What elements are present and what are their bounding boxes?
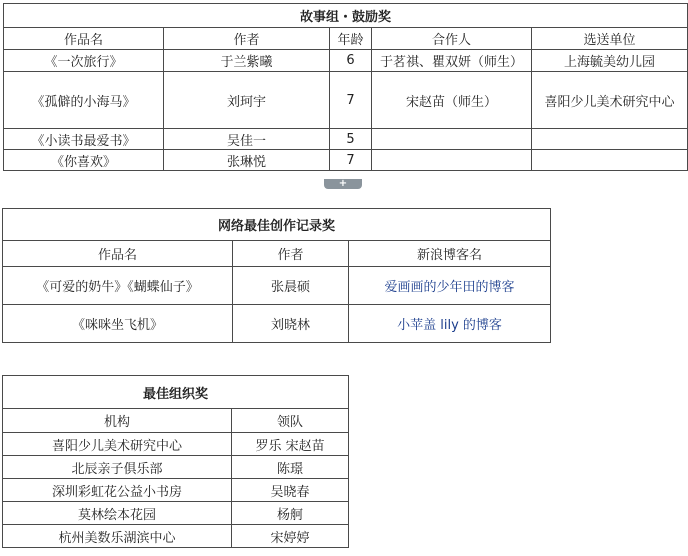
story-award-table bbox=[3, 3, 688, 171]
story-table-title: 故事组・鼓励奖 bbox=[4, 4, 688, 28]
header-author: 作者 bbox=[164, 28, 330, 50]
org-award-table bbox=[2, 375, 349, 548]
header-work: 作品名 bbox=[3, 241, 233, 267]
cell-leader: 杨舸 bbox=[232, 502, 349, 525]
cell-leader: 宋婷婷 bbox=[232, 525, 349, 548]
table-title-row bbox=[3, 209, 551, 241]
cell-age: 6 bbox=[330, 50, 372, 72]
cell-author: 于兰紫曦 bbox=[164, 50, 330, 72]
cell-leader: 陈璟 bbox=[232, 456, 349, 479]
org-table-title: 最佳组织奖 bbox=[3, 376, 349, 409]
header-collaborator: 合作人 bbox=[372, 28, 532, 50]
expand-table-button[interactable]: + bbox=[324, 179, 362, 189]
table-row bbox=[3, 456, 349, 479]
cell-collaborator bbox=[372, 129, 532, 150]
cell-work: 《一次旅行》 bbox=[4, 50, 164, 72]
web-award-table bbox=[2, 208, 551, 343]
header-blog: 新浪博客名 bbox=[349, 241, 551, 267]
table-row bbox=[3, 305, 551, 343]
cell-author: 吴佳一 bbox=[164, 129, 330, 150]
table-row bbox=[3, 525, 349, 548]
cell-collaborator: 宋赵苗（师生） bbox=[372, 72, 532, 129]
cell-org: 莫林绘本花园 bbox=[3, 502, 232, 525]
table-row bbox=[3, 502, 349, 525]
header-age: 年龄 bbox=[330, 28, 372, 50]
cell-work: 《咪咪坐飞机》 bbox=[3, 305, 233, 343]
header-org: 机构 bbox=[3, 409, 232, 433]
table-row bbox=[4, 72, 688, 129]
header-author: 作者 bbox=[233, 241, 349, 267]
cell-unit bbox=[532, 129, 688, 150]
cell-org: 杭州美数乐湖滨中心 bbox=[3, 525, 232, 548]
cell-unit bbox=[532, 150, 688, 171]
cell-work: 《小读书最爱书》 bbox=[4, 129, 164, 150]
table-title-row bbox=[4, 4, 688, 28]
cell-author: 刘晓林 bbox=[233, 305, 349, 343]
table-header-row bbox=[3, 241, 551, 267]
cell-org: 北辰亲子俱乐部 bbox=[3, 456, 232, 479]
table-row bbox=[3, 479, 349, 502]
cell-author: 张琳悦 bbox=[164, 150, 330, 171]
cell-work: 《可爱的奶牛》《蝴蝶仙子》 bbox=[3, 267, 233, 305]
web-table-title: 网络最佳创作记录奖 bbox=[3, 209, 551, 241]
header-unit: 选送单位 bbox=[532, 28, 688, 50]
cell-org: 深圳彩虹花公益小书房 bbox=[3, 479, 232, 502]
table-row bbox=[3, 267, 551, 305]
table-row bbox=[4, 129, 688, 150]
table-row bbox=[4, 50, 688, 72]
blog-link[interactable]: 小苹盖 lily 的博客 bbox=[349, 305, 551, 343]
cell-age: 7 bbox=[330, 72, 372, 129]
cell-leader: 罗乐 宋赵苗 bbox=[232, 433, 349, 456]
blog-link[interactable]: 爱画画的少年田的博客 bbox=[349, 267, 551, 305]
table-title-row bbox=[3, 376, 349, 409]
header-work: 作品名 bbox=[4, 28, 164, 50]
table-row bbox=[4, 150, 688, 171]
table-row bbox=[3, 433, 349, 456]
cell-org: 喜阳少儿美术研究中心 bbox=[3, 433, 232, 456]
cell-collaborator: 于茗祺、瞿双妍（师生） bbox=[372, 50, 532, 72]
header-leader: 领队 bbox=[232, 409, 349, 433]
cell-age: 7 bbox=[330, 150, 372, 171]
cell-author: 张晨硕 bbox=[233, 267, 349, 305]
table-header-row bbox=[3, 409, 349, 433]
cell-leader: 吴晓春 bbox=[232, 479, 349, 502]
cell-unit: 上海毓美幼儿园 bbox=[532, 50, 688, 72]
cell-work: 《孤僻的小海马》 bbox=[4, 72, 164, 129]
table-header-row bbox=[4, 28, 688, 50]
cell-unit: 喜阳少儿美术研究中心 bbox=[532, 72, 688, 129]
cell-collaborator bbox=[372, 150, 532, 171]
cell-age: 5 bbox=[330, 129, 372, 150]
cell-work: 《你喜欢》 bbox=[4, 150, 164, 171]
cell-author: 刘珂宇 bbox=[164, 72, 330, 129]
